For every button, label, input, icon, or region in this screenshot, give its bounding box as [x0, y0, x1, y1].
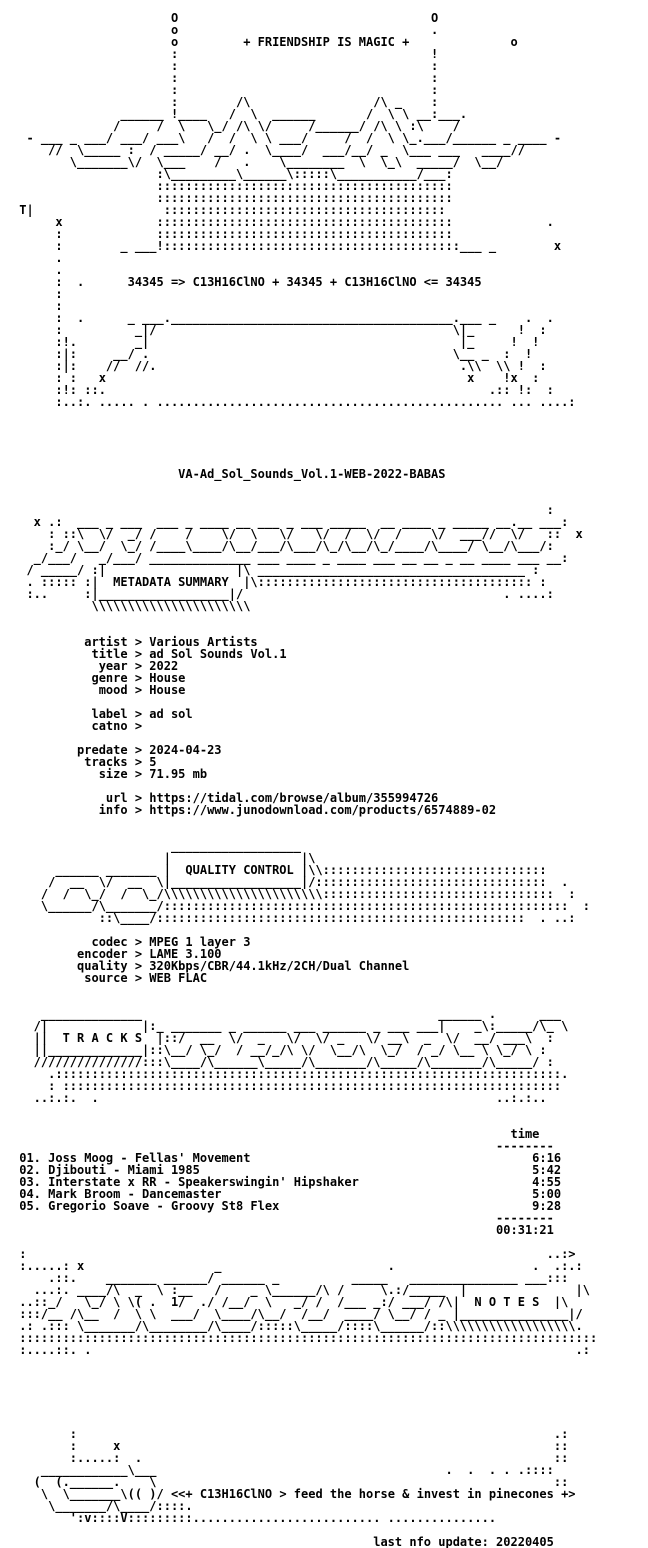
- ascii-art-line: : :::::::::::::::::::::::::::::::::::::::::::::::::::::::::::::::::::::: [12, 1079, 562, 1093]
- info-row: label > ad sol: [12, 708, 642, 720]
- metadata-heading-line: . ::::: :| METADATA SUMMARY |\:::::::::::::::::::::::::::::::::::::: :: [12, 575, 547, 589]
- quality-heading-line: ______ _______ | QUALITY CONTROL |\\:::::::::::::::::::::::::::::::: [12, 863, 547, 877]
- info-value: 5: [149, 755, 157, 769]
- ascii-art-line: : _|/ \|_ ! :: [12, 323, 547, 337]
- info-key: predate: [77, 743, 128, 757]
- info-row: genre > House: [12, 672, 642, 684]
- ascii-art-line: [12, 1404, 642, 1416]
- ascii-art-line: __________________: [12, 839, 301, 853]
- ascii-art-line: :\_________\______\:::::\___________/___:: [12, 167, 453, 181]
- nfo-document: [12, 0, 642, 1548]
- ascii-art-line: - ___ _ ___/ ___/ ___\ / / \ \ ___/ / / \ \_.___/______ _ ____ -: [12, 131, 562, 145]
- ascii-art-line: : :::::::::::::::::::::::::::::::::::::::::: [12, 227, 453, 241]
- info-row: info > https://www.junodownload.com/products/6574889-02: [12, 804, 642, 816]
- ascii-art-line: : .:: [12, 1427, 569, 1441]
- info-key: quality: [77, 959, 128, 973]
- ascii-art-line: :: [12, 299, 63, 313]
- info-value: Various Artists: [149, 635, 258, 649]
- ascii-art-line: ______ !____ / \ ______ / \ \ __:___.: [12, 107, 468, 121]
- ascii-art-line: : : x x !x :: [12, 371, 540, 385]
- ascii-art-line: ::\____/::::::::::::::::::::::::::::::::::::::::::::::::::: . ..:: [12, 911, 576, 925]
- ascii-art-line: : ..:>: [12, 1247, 576, 1261]
- info-row: artist > Various Artists: [12, 636, 642, 648]
- ascii-art-line: [12, 480, 642, 492]
- ascii-art-line: [12, 420, 642, 432]
- ascii-art-line: :.....: . ::: [12, 1451, 569, 1465]
- ascii-art-line: ( (.______. \ ::: [12, 1475, 569, 1489]
- ascii-art-line: / __ \/ __ \|__________________|/:::::::::::::::::::::::::::::::: .: [12, 875, 569, 889]
- ascii-art-line: .::. _______ ______/ ______ _ _____ _______________ ___:::: [12, 1271, 569, 1285]
- info-key: codec: [91, 935, 128, 949]
- info-row: source > WEB FLAC: [12, 972, 642, 984]
- info-value: 2024-04-23: [149, 743, 222, 757]
- ascii-art-line: ____________\___ . . . . .::::: [12, 1463, 554, 1477]
- track-title: 05. Gregorio Soave - Groovy St8 Flex: [19, 1199, 280, 1213]
- info-value: 2022: [149, 659, 179, 673]
- ascii-art-line: : ::\ \/ _/ / / \/ \ \/ \/ / \/ / \/ ___// \/ :: x: [12, 527, 583, 541]
- ascii-art-line: .: [12, 263, 63, 277]
- ascii-art-line: :::/__ /\__ / \ \ ___/ \____/\__/ /__/ ____/ \__/ / _ |_______________|/: [12, 1307, 583, 1321]
- ascii-art-line: .::::::::::::::::::::::::::::::::::::::::::::::::::::::::::::::::::::::.: [12, 1067, 569, 1081]
- info-key: label: [91, 707, 128, 721]
- info-key: catno: [91, 719, 128, 733]
- ascii-art-line: [12, 432, 642, 444]
- ascii-art-line: \\\\\\\\\\\\\\\\\\\\\\: [12, 599, 251, 613]
- ascii-art-line: ...:. ____/\ _ \ :__ / _ \______/\ / \.:/_____ | |\: [12, 1283, 590, 1297]
- ascii-art-line: [12, 408, 642, 420]
- info-key: tracks: [84, 755, 128, 769]
- ascii-art-line: :.. :|__________________|/ . ....:: [12, 587, 554, 601]
- footer-tagline-line: \ \_______\(( )/ <<+ C13H16ClNO > feed the horse & invest in pinecones +>: [12, 1487, 576, 1501]
- ascii-art-line: [12, 1356, 642, 1368]
- ascii-art-line: [12, 816, 642, 828]
- info-row: tracks > 5: [12, 756, 642, 768]
- footer-tagline: <<+ C13H16ClNO > feed the horse & invest in pinecones +>: [170, 1487, 576, 1501]
- info-value: LAME 3.100: [149, 947, 222, 961]
- info-value: WEB FLAC: [149, 971, 208, 985]
- ascii-art-line: : :: [12, 59, 439, 73]
- info-key: info: [98, 803, 128, 817]
- ascii-art-line: :.....: x _ . . .:.:: [12, 1259, 583, 1273]
- ascii-art-line: ///////////////:::\____/\______\_____/\_______/\_____/\_______/\_____/ :: [12, 1055, 554, 1069]
- info-value: House: [149, 671, 186, 685]
- ascii-art-line: [12, 444, 642, 456]
- info-key: title: [91, 647, 128, 661]
- ascii-art-line: : :: [12, 71, 439, 85]
- ascii-art-line: :|: __/ . \__ _ : !: [12, 347, 533, 361]
- info-value: https://tidal.com/browse/album/355994726: [149, 791, 439, 805]
- quality-heading: QUALITY CONTROL: [185, 863, 294, 877]
- ascii-art-line: :|: // //. .\\ \\ ! :: [12, 359, 547, 373]
- ascii-art-line: :::::::::::::::::::::::::::::::::::::::::: [12, 191, 453, 205]
- ascii-art-line: [12, 1104, 642, 1116]
- ascii-art-line: [12, 1392, 642, 1404]
- ascii-art-line: o .: [12, 23, 439, 37]
- ascii-art-line: / / \ \_/ /\ \/ /______/ /\ \ :\ /: [12, 119, 460, 133]
- info-value: https://www.junodownload.com/products/6574889-02: [149, 803, 497, 817]
- ascii-art-line: \_______/\____/::::.: [12, 1499, 193, 1513]
- info-key: url: [105, 791, 128, 805]
- info-row: codec > MPEG 1 layer 3: [12, 936, 642, 948]
- last-update-line: [12, 1536, 642, 1548]
- total-time: 00:31:21: [496, 1223, 554, 1237]
- info-row: size > 71.95 mb: [12, 768, 642, 780]
- ascii-art-line: :!: ::. .:: !: :: [12, 383, 554, 397]
- ascii-art-line: :: [12, 287, 63, 301]
- ascii-art-line: | |\: [12, 851, 316, 865]
- ascii-art-line: : . _ ___._______________________________________.___ _ . .: [12, 311, 554, 325]
- info-key: artist: [84, 635, 128, 649]
- ascii-art-line: .: [12, 251, 63, 265]
- release-name: VA-Ad_Sol_Sounds_Vol.1-WEB-2022-BABAS: [178, 467, 446, 481]
- info-value: MPEG 1 layer 3: [149, 935, 251, 949]
- ascii-art-line: :_/ \__/ \_/ /____\____/\__/___/\___/\_/\__/\_/____/\____/ \__/\___/:: [12, 539, 554, 553]
- ascii-art-line: ______________ ______ . ___: [12, 1007, 562, 1021]
- header-title: + FRIENDSHIP IS MAGIC +: [243, 35, 410, 49]
- ascii-art-line: [12, 1380, 642, 1392]
- ascii-art-line: / _____/ :| |\ _____________________________________ :: [12, 563, 540, 577]
- info-row: quality > 320Kbps/CBR/44.1kHz/2CH/Dual Channel: [77, 959, 410, 973]
- ascii-art-line: :::::::::::::::::::::::::::::::::::::::::: [12, 179, 453, 193]
- header-title-line: o + FRIENDSHIP IS MAGIC + o: [12, 35, 518, 49]
- notes-heading-line: ..::_/ \_/ \ \( . 1/ ./ /__/ \ _/ / /___ _:/ ___/ /\| N O T E S |\: [12, 1295, 569, 1309]
- info-row: mood > House: [12, 684, 642, 696]
- info-row: predate > 2024-04-23: [77, 743, 222, 757]
- info-row: year > 2022: [12, 660, 642, 672]
- info-row: url > https://tidal.com/browse/album/355994726: [12, 792, 642, 804]
- ascii-art-line: ':v::::V:::::::::.......................... ...............: [12, 1511, 497, 1525]
- ascii-art-line: .: .::: \_______/\________/\____/:::::\_____/::::\______/::\\\\\\\\\\\\\\\\\\.: [12, 1319, 583, 1333]
- info-row: title > ad Sol Sounds Vol.1: [12, 648, 642, 660]
- track-title: 01. Joss Moog - Fellas' Movement: [19, 1151, 251, 1165]
- ascii-art-line: x ::::::::::::::::::::::::::::::::::::::::: .: [12, 215, 554, 229]
- info-key: year: [98, 659, 128, 673]
- ascii-art-line: [12, 612, 642, 624]
- track-time: 5:42: [532, 1163, 562, 1177]
- ascii-art-line: --------: [12, 1211, 554, 1225]
- ascii-art-line: \_______\/ \___ / . \________ \ \_\ _____/ \__/: [12, 155, 504, 169]
- ascii-art-line: O O: [12, 11, 439, 25]
- info-value: 320Kbps/CBR/44.1kHz/2CH/Dual Channel: [149, 959, 410, 973]
- time-header-line: --------: [12, 1139, 554, 1153]
- ascii-art-line: \______/\_______/:::::::::::::::::::::::::::::::::::::::::::::::::::::::: :: [12, 899, 590, 913]
- track-title: 03. Interstate x RR - Speakerswingin' Hipshaker: [19, 1175, 359, 1189]
- info-value: ad Sol Sounds Vol.1: [149, 647, 287, 661]
- track-time: 9:28: [532, 1199, 562, 1213]
- info-row: encoder > LAME 3.100: [77, 947, 222, 961]
- total-line: [12, 1224, 642, 1236]
- ascii-art-line: :..:. ..... . ................................................ ... ....:: [12, 395, 576, 409]
- track-title: 04. Mark Broom - Dancemaster: [19, 1187, 222, 1201]
- ascii-art-line: T| :::::::::::::::::::::::::::::::::::::::: [12, 203, 446, 217]
- info-key: encoder: [77, 947, 128, 961]
- info-row: catno >: [12, 720, 642, 732]
- header-formula: 34345 => C13H16ClNO + 34345 + C13H16ClNO <= 34345: [127, 275, 482, 289]
- info-key: genre: [91, 671, 128, 685]
- ascii-art-line: : !: [12, 47, 439, 61]
- info-key: size: [98, 767, 128, 781]
- ascii-art-line: /| |:_ _______ _ ______ ___ ______ _ ___ ___| _\:_____/\_ \: [12, 1019, 569, 1033]
- metadata-heading: METADATA SUMMARY: [113, 575, 229, 589]
- last-update: last nfo update: 20220405: [373, 1535, 554, 1548]
- ascii-art-line: : /\ /\ _ :: [12, 95, 439, 109]
- tracks-heading-line: || T R A C K S |::/ __ \/ _ \/ \/ _ \/ __\ _ \/ __/ ___\ :: [12, 1031, 554, 1045]
- ascii-art-line: / / \_/ / \_/\\\\\\\\\\\\\\\\\\\\\\:::::::::::::::::::::::::::::::: :: [12, 887, 576, 901]
- ascii-art-line: :: [12, 503, 554, 517]
- ascii-art-line: ||_____________|::\__/ \_/ / __/_/\ \/ \__/\ \_/ / _/ \__ \ \_/ \ :: [12, 1043, 547, 1057]
- tracks-heading: T R A C K S: [62, 1031, 143, 1045]
- ascii-art-line: : _ ___!:::::::::::::::::::::::::::::::::::::::::___ _ x: [12, 239, 562, 253]
- info-value: ad sol: [149, 707, 193, 721]
- release-name-line: [12, 468, 642, 480]
- track-time: 5:00: [532, 1187, 562, 1201]
- ascii-art-line: ::::::::::::::::::::::::::::::::::::::::::::::::::::::::::::::::::::::::::::::::: [12, 1331, 598, 1345]
- ascii-art-line: :!. _| |_ ! !: [12, 335, 540, 349]
- ascii-art-line: [12, 1368, 642, 1380]
- header-formula-line: : . 34345 => C13H16ClNO + 34345 + C13H16ClNO <= 34345: [12, 275, 482, 289]
- ascii-art-line: :....::. . .:: [12, 1343, 590, 1357]
- track-time: 4:55: [532, 1175, 562, 1189]
- info-key: source: [84, 971, 128, 985]
- ascii-art-line: [12, 984, 642, 996]
- notes-heading: N O T E S: [474, 1295, 540, 1309]
- ascii-art-line: time: [12, 1127, 540, 1141]
- info-value: 71.95 mb: [149, 767, 208, 781]
- ascii-art-line: : x ::: [12, 1439, 569, 1453]
- ascii-art-line: _/___/ _/___/ ______________ ___ ____ _ ____ ___ __ __ _ __ ____ ___ __:: [12, 551, 569, 565]
- ascii-art-line: : :: [12, 83, 439, 97]
- ascii-art-line: ..:.:. . ..:.:..: [12, 1091, 547, 1105]
- track-time: 6:16: [532, 1151, 562, 1165]
- track-title: 02. Djibouti - Miami 1985: [19, 1163, 200, 1177]
- info-value: House: [149, 683, 186, 697]
- ascii-art-line: x .: ___ _ ___ ___ _ ____ __ ___ _ ___ _____ __ ____ _ _____ __.__ ___:: [12, 515, 569, 529]
- info-key: mood: [98, 683, 128, 697]
- ascii-art-line: // \_____ : / _____/ __/ . \____/ ___/__/ _ \___ ___ ____//: [12, 143, 525, 157]
